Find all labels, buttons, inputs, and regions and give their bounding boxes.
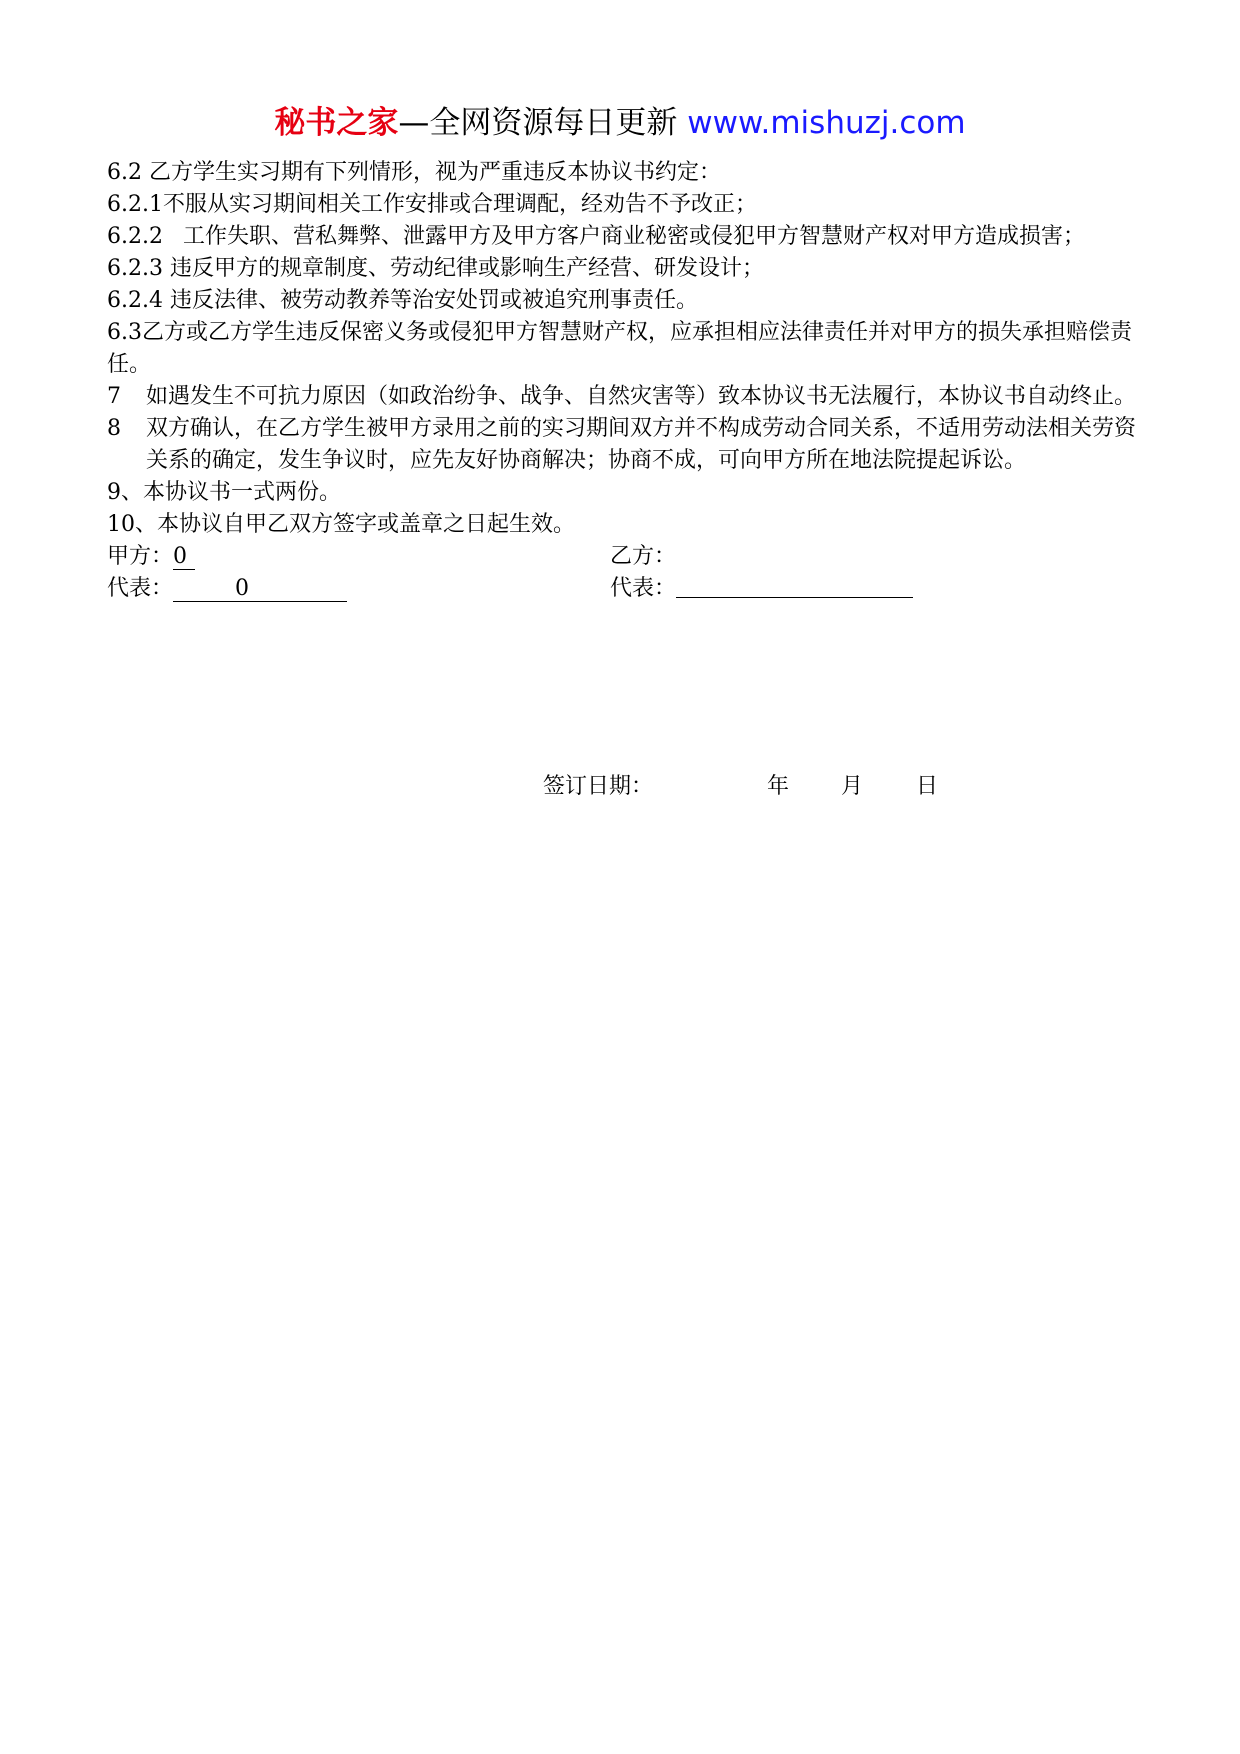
site-header: [0, 103, 1240, 143]
party-a: [107, 541, 195, 573]
clause-6-2: [107, 157, 1137, 189]
clause-text: 如遇发生不可抗力原因（如政治纷争、战争、自然灾害等）致本协议书无法履行，本协议书自动终止。: [146, 384, 1137, 409]
rep-a-label: 代表：: [107, 576, 174, 601]
clause-6-2-4: [107, 285, 1137, 317]
clause-number: 6.2.4: [107, 288, 163, 313]
clause-10: [107, 509, 1137, 541]
clause-number: 9、: [107, 480, 143, 505]
party-a-label: 甲方：: [107, 544, 174, 569]
clause-text: 违反法律、被劳动教养等治安处罚或被追究刑事责任。: [169, 288, 698, 313]
rep-b-label: 代表：: [610, 576, 677, 601]
clause-number: 6.2.2: [107, 224, 163, 249]
clause-7: [107, 381, 1137, 413]
clause-number: 8: [107, 416, 121, 441]
date-day: 日: [916, 774, 939, 799]
clause-text: 双方确认，在乙方学生被甲方录用之前的实习期间双方并不构成劳动合同关系，不适用劳动法相关劳资关系的确定，发生争议时，应先友好协商解决；协商不成，可向甲方所在地法院提起诉讼。: [146, 416, 1137, 473]
clause-number: 6.3: [107, 320, 142, 345]
clause-text: 违反甲方的规章制度、劳动纪律或影响生产经营、研发设计；: [169, 256, 764, 281]
rep-a: [107, 573, 347, 605]
clause-text: 本协议书一式两份。: [143, 480, 342, 505]
party-b-label: 乙方：: [610, 544, 677, 569]
clause-6-2-1: [107, 189, 1137, 221]
date-month: 月: [841, 774, 864, 799]
clause-8: [107, 413, 1137, 477]
representative-row: [107, 573, 1137, 605]
clause-9: [107, 477, 1137, 509]
clause-text: 乙方学生实习期有下列情形，视为严重违反本协议书约定：: [149, 160, 722, 185]
rep-a-field[interactable]: 0: [173, 577, 347, 602]
clause-text: 不服从实习期间相关工作安排或合理调配，经劝告不予改正；: [162, 192, 757, 217]
date-year: 年: [767, 774, 790, 799]
clause-6-3: [107, 317, 1137, 381]
clause-text: 乙方或乙方学生违反保密义务或侵犯甲方智慧财产权，应承担相应法律责任并对甲方的损失承担赔偿责任。: [107, 320, 1133, 377]
party-b: [610, 541, 676, 573]
rep-b: [610, 573, 913, 605]
clause-number: 6.2.1: [107, 192, 163, 217]
site-url-link[interactable]: www.mishuzj.com: [687, 105, 966, 141]
clause-6-2-3: [107, 253, 1137, 285]
clause-text: 本协议自甲乙双方签字或盖章之日起生效。: [157, 512, 576, 537]
clause-number: 10、: [107, 512, 157, 537]
clause-number: 7: [107, 384, 121, 409]
document-body: [107, 157, 1137, 605]
clause-6-2-2: [107, 221, 1137, 253]
clause-text: 工作失职、营私舞弊、泄露甲方及甲方客户商业秘密或侵犯甲方智慧财产权对甲方造成损害；: [183, 224, 1086, 249]
clause-number: 6.2.3: [107, 256, 163, 281]
clause-number: 6.2: [107, 160, 142, 185]
site-slogan: —全网资源每日更新: [398, 105, 688, 141]
site-brand: 秘书之家: [274, 105, 399, 141]
party-row: [107, 541, 1137, 573]
rep-b-field[interactable]: [676, 573, 913, 598]
party-a-field[interactable]: 0: [173, 545, 195, 570]
date-label: 签订日期：: [543, 774, 654, 799]
